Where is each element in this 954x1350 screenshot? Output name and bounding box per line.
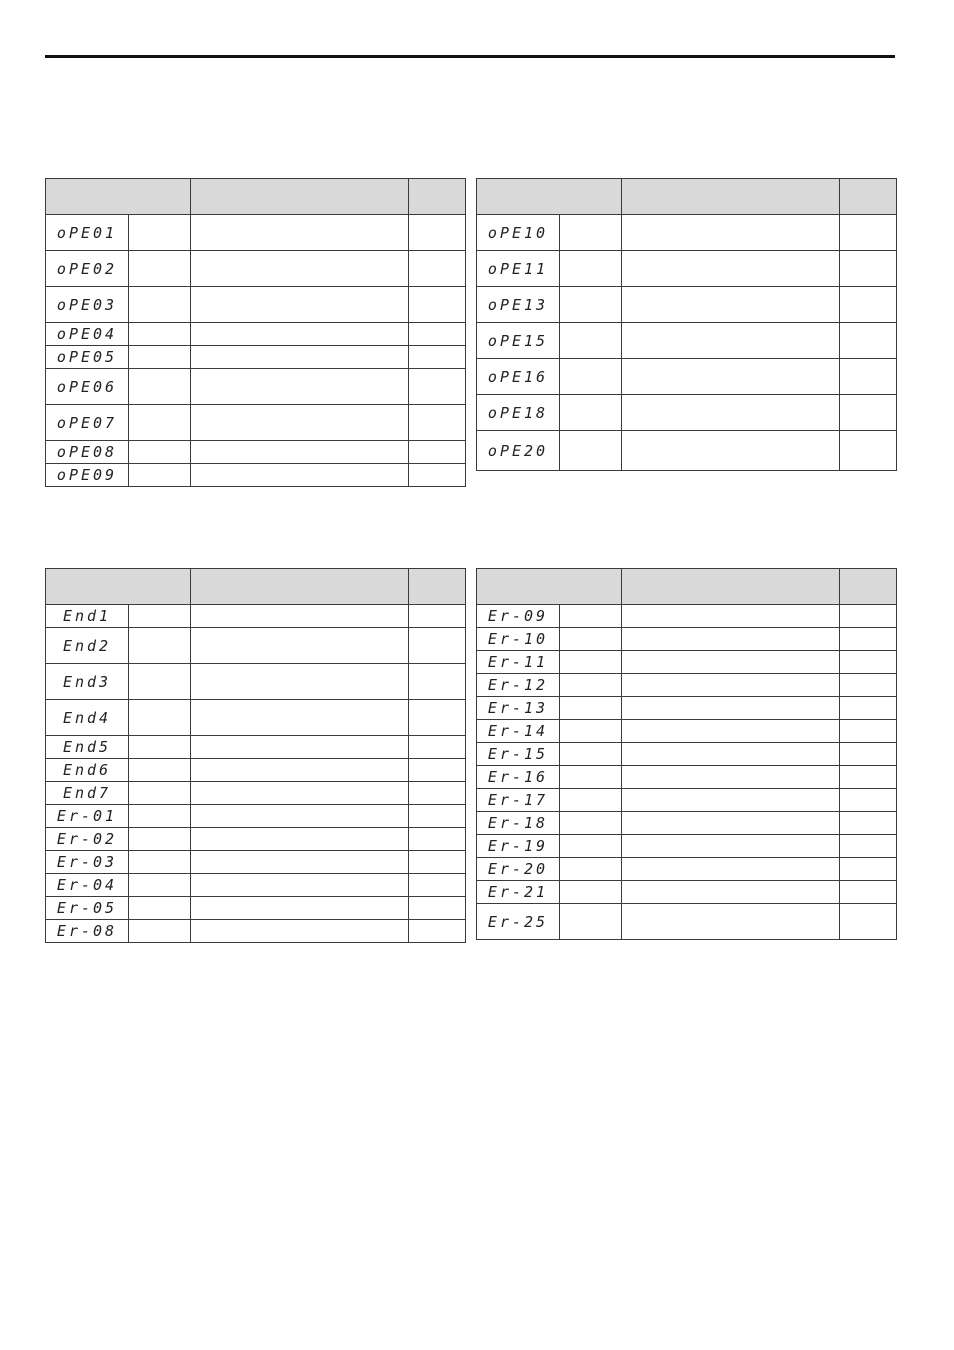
- ope-codes-table-right: [476, 178, 897, 471]
- description-cell: [622, 251, 840, 287]
- name-cell: [560, 651, 622, 674]
- name-cell: [129, 369, 191, 405]
- fault-code-cell: Er-10: [477, 628, 560, 651]
- fault-code-cell: oPE06: [46, 369, 129, 405]
- fault-code-cell: oPE18: [477, 395, 560, 431]
- name-cell: [560, 904, 622, 940]
- page-cell: [409, 215, 466, 251]
- name-cell: [560, 605, 622, 628]
- table-row: [46, 664, 466, 700]
- header-row: [477, 179, 897, 215]
- description-cell: [622, 881, 840, 904]
- name-cell: [560, 858, 622, 881]
- table-row: [477, 766, 897, 789]
- page-cell: [409, 920, 466, 943]
- fault-code-cell: oPE08: [46, 441, 129, 464]
- fault-code-cell: End4: [46, 700, 129, 736]
- name-cell: [560, 697, 622, 720]
- fault-code-cell: oPE13: [477, 287, 560, 323]
- fault-code-cell: Er-08: [46, 920, 129, 943]
- end-codes-table-left: [45, 568, 466, 943]
- page-cell: [409, 759, 466, 782]
- name-cell: [129, 759, 191, 782]
- name-cell: [129, 323, 191, 346]
- description-cell: [622, 766, 840, 789]
- page-cell: [409, 851, 466, 874]
- description-cell: [622, 720, 840, 743]
- description-cell: [191, 628, 409, 664]
- table-row: [46, 369, 466, 405]
- page-cell: [409, 287, 466, 323]
- description-cell: [191, 736, 409, 759]
- name-cell: [129, 851, 191, 874]
- name-cell: [129, 464, 191, 487]
- table-row: [46, 346, 466, 369]
- table-row: [477, 251, 897, 287]
- fault-code-cell: Er-02: [46, 828, 129, 851]
- table-row: [46, 897, 466, 920]
- table-row: [477, 743, 897, 766]
- page-cell: [409, 736, 466, 759]
- fault-code-cell: Er-25: [477, 904, 560, 940]
- header-row: [46, 569, 466, 605]
- table-row: [477, 858, 897, 881]
- page-cell: [409, 251, 466, 287]
- table-row: [46, 441, 466, 464]
- fault-code-cell: End7: [46, 782, 129, 805]
- fault-code-cell: oPE02: [46, 251, 129, 287]
- fault-code-cell: Er-03: [46, 851, 129, 874]
- page-cell: [840, 628, 897, 651]
- page-cell: [409, 346, 466, 369]
- page-cell: [409, 605, 466, 628]
- fault-code-cell: oPE07: [46, 405, 129, 441]
- description-cell: [191, 700, 409, 736]
- description-cell: [622, 628, 840, 651]
- page-cell: [840, 766, 897, 789]
- name-cell: [129, 287, 191, 323]
- description-cell: [191, 782, 409, 805]
- header-row: [46, 179, 466, 215]
- fault-code-cell: Er-20: [477, 858, 560, 881]
- description-cell: [191, 664, 409, 700]
- name-cell: [129, 897, 191, 920]
- page-cell: [840, 881, 897, 904]
- description-cell: [191, 251, 409, 287]
- table-row: [477, 674, 897, 697]
- fault-code-cell: oPE04: [46, 323, 129, 346]
- name-cell: [129, 664, 191, 700]
- page-cell: [840, 323, 897, 359]
- table-row: [477, 651, 897, 674]
- name-cell: [129, 628, 191, 664]
- description-cell: [191, 323, 409, 346]
- description-cell: [191, 215, 409, 251]
- fault-code-cell: Er-18: [477, 812, 560, 835]
- table-row: [46, 700, 466, 736]
- page-cell: [840, 395, 897, 431]
- page-cell: [409, 805, 466, 828]
- description-cell: [191, 287, 409, 323]
- page-cell: [840, 743, 897, 766]
- page-cell: [409, 628, 466, 664]
- name-cell: [129, 605, 191, 628]
- page-cell: [840, 431, 897, 471]
- name-cell: [129, 441, 191, 464]
- fault-code-cell: Er-05: [46, 897, 129, 920]
- page-cell: [409, 323, 466, 346]
- table-row: [477, 835, 897, 858]
- er-codes-table-right: [476, 568, 897, 940]
- page-cell: [409, 369, 466, 405]
- name-cell: [560, 359, 622, 395]
- table-row: [46, 405, 466, 441]
- page-cell: [840, 835, 897, 858]
- description-cell: [622, 431, 840, 471]
- table-row: [477, 431, 897, 471]
- table-row: [46, 628, 466, 664]
- page-cell: [840, 720, 897, 743]
- description-cell: [191, 759, 409, 782]
- table-row: [477, 323, 897, 359]
- name-cell: [129, 828, 191, 851]
- table-row: [477, 628, 897, 651]
- table-row: [477, 812, 897, 835]
- table-row: [477, 881, 897, 904]
- table-row: [477, 720, 897, 743]
- name-cell: [560, 789, 622, 812]
- name-cell: [129, 700, 191, 736]
- page-cell: [409, 874, 466, 897]
- name-cell: [129, 251, 191, 287]
- fault-code-cell: Er-12: [477, 674, 560, 697]
- page-cell: [840, 605, 897, 628]
- page-cell: [409, 828, 466, 851]
- description-cell: [622, 651, 840, 674]
- page-cell: [409, 441, 466, 464]
- table-row: [46, 920, 466, 943]
- page-cell: [840, 858, 897, 881]
- description-cell: [622, 215, 840, 251]
- name-cell: [129, 874, 191, 897]
- name-cell: [129, 782, 191, 805]
- description-cell: [191, 851, 409, 874]
- fault-code-cell: Er-14: [477, 720, 560, 743]
- description-cell: [622, 323, 840, 359]
- fault-code-cell: oPE05: [46, 346, 129, 369]
- description-cell: [622, 359, 840, 395]
- name-cell: [560, 628, 622, 651]
- description-cell: [191, 920, 409, 943]
- header-row: [477, 569, 897, 605]
- fault-code-cell: End2: [46, 628, 129, 664]
- fault-code-cell: oPE15: [477, 323, 560, 359]
- page-cell: [840, 251, 897, 287]
- page-cell: [840, 359, 897, 395]
- fault-code-cell: Er-15: [477, 743, 560, 766]
- name-cell: [560, 251, 622, 287]
- description-cell: [622, 395, 840, 431]
- fault-code-cell: Er-04: [46, 874, 129, 897]
- table-row: [477, 395, 897, 431]
- page-cell: [840, 812, 897, 835]
- name-cell: [560, 287, 622, 323]
- table-row: [46, 851, 466, 874]
- name-cell: [560, 766, 622, 789]
- table-row: [46, 251, 466, 287]
- description-cell: [622, 605, 840, 628]
- table-row: [46, 605, 466, 628]
- page-cell: [409, 782, 466, 805]
- top-rule: [45, 55, 895, 58]
- table-row: [46, 215, 466, 251]
- fault-code-cell: Er-16: [477, 766, 560, 789]
- description-cell: [191, 369, 409, 405]
- table-row: [46, 464, 466, 487]
- page-cell: [840, 904, 897, 940]
- description-cell: [622, 287, 840, 323]
- description-cell: [622, 789, 840, 812]
- name-cell: [129, 805, 191, 828]
- description-cell: [191, 805, 409, 828]
- description-cell: [622, 674, 840, 697]
- page-cell: [409, 700, 466, 736]
- table-row: [477, 287, 897, 323]
- name-cell: [560, 215, 622, 251]
- description-cell: [191, 897, 409, 920]
- fault-code-cell: Er-01: [46, 805, 129, 828]
- name-cell: [560, 674, 622, 697]
- name-cell: [560, 431, 622, 471]
- fault-code-cell: oPE03: [46, 287, 129, 323]
- table-row: [46, 287, 466, 323]
- page-cell: [840, 789, 897, 812]
- table-row: [46, 828, 466, 851]
- table-row: [477, 215, 897, 251]
- name-cell: [560, 323, 622, 359]
- fault-code-cell: Er-11: [477, 651, 560, 674]
- table-row: [46, 736, 466, 759]
- table-row: [46, 759, 466, 782]
- table-row: [477, 359, 897, 395]
- description-cell: [191, 441, 409, 464]
- fault-code-cell: oPE10: [477, 215, 560, 251]
- name-cell: [129, 736, 191, 759]
- page-cell: [409, 664, 466, 700]
- description-cell: [622, 812, 840, 835]
- description-cell: [622, 835, 840, 858]
- fault-code-cell: oPE16: [477, 359, 560, 395]
- name-cell: [129, 920, 191, 943]
- table-row: [477, 697, 897, 720]
- page-cell: [840, 674, 897, 697]
- name-cell: [129, 215, 191, 251]
- name-cell: [129, 346, 191, 369]
- page-cell: [840, 215, 897, 251]
- fault-code-cell: Er-13: [477, 697, 560, 720]
- fault-code-cell: Er-19: [477, 835, 560, 858]
- description-cell: [191, 464, 409, 487]
- page-cell: [409, 897, 466, 920]
- page-cell: [409, 405, 466, 441]
- description-cell: [622, 904, 840, 940]
- description-cell: [622, 743, 840, 766]
- fault-code-cell: oPE20: [477, 431, 560, 471]
- description-cell: [191, 405, 409, 441]
- description-cell: [622, 858, 840, 881]
- fault-code-cell: End5: [46, 736, 129, 759]
- fault-code-cell: oPE09: [46, 464, 129, 487]
- name-cell: [560, 881, 622, 904]
- name-cell: [560, 395, 622, 431]
- fault-code-cell: End1: [46, 605, 129, 628]
- page-cell: [409, 464, 466, 487]
- table-row: [46, 323, 466, 346]
- description-cell: [191, 346, 409, 369]
- description-cell: [191, 605, 409, 628]
- description-cell: [191, 828, 409, 851]
- page-cell: [840, 697, 897, 720]
- fault-code-cell: End3: [46, 664, 129, 700]
- name-cell: [129, 405, 191, 441]
- name-cell: [560, 720, 622, 743]
- name-cell: [560, 743, 622, 766]
- fault-code-cell: Er-17: [477, 789, 560, 812]
- page-cell: [840, 651, 897, 674]
- table-row: [46, 805, 466, 828]
- fault-code-cell: End6: [46, 759, 129, 782]
- table-row: [46, 782, 466, 805]
- ope-codes-table-left: [45, 178, 466, 487]
- table-row: [477, 605, 897, 628]
- name-cell: [560, 835, 622, 858]
- fault-code-cell: oPE01: [46, 215, 129, 251]
- table-row: [477, 789, 897, 812]
- fault-code-cell: Er-09: [477, 605, 560, 628]
- name-cell: [560, 812, 622, 835]
- table-row: [46, 874, 466, 897]
- description-cell: [191, 874, 409, 897]
- page-cell: [840, 287, 897, 323]
- table-row: [477, 904, 897, 940]
- fault-code-cell: oPE11: [477, 251, 560, 287]
- description-cell: [622, 697, 840, 720]
- fault-code-cell: Er-21: [477, 881, 560, 904]
